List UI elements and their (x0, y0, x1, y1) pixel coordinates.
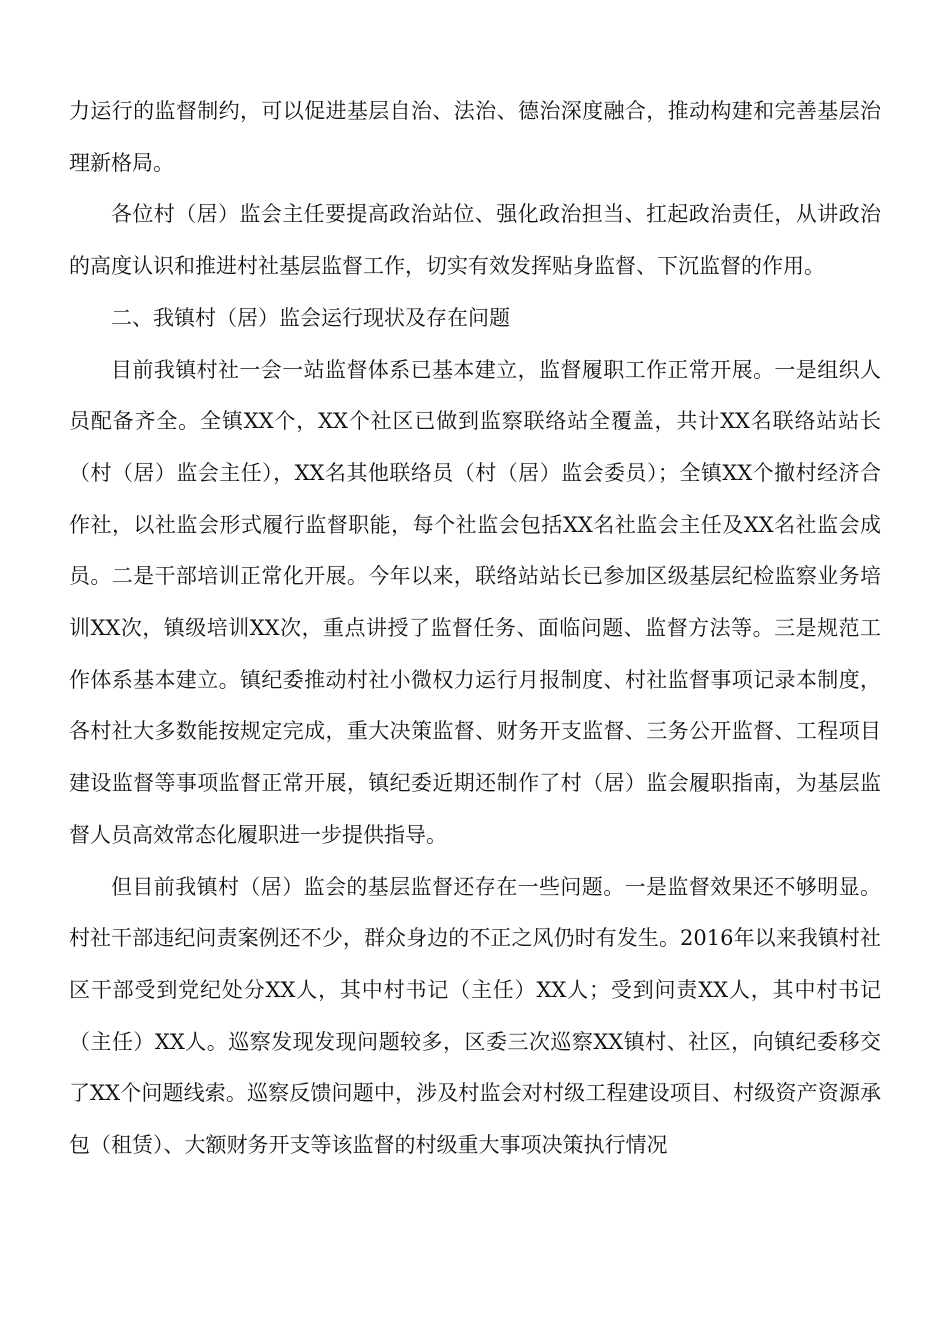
section-heading-2: 二、我镇村（居）监会运行现状及存在问题 (111, 305, 510, 330)
paragraph-continued: 力运行的监督制约，可以促进基层自治、法治、德治深度融合，推动构建和完善基层治理新格局。 (69, 99, 881, 175)
paragraph-political-stance: 各位村（居）监会主任要提高政治站位、强化政治担当、扛起政治责任，从讲政治的高度认识和推进村社基层监督工作，切实有效发挥贴身监督、下沉监督的作用。 (69, 202, 881, 279)
document-body (69, 86, 881, 1172)
paragraph-current-status: 目前我镇村社一会一站监督体系已基本建立，监督履职工作正常开展。一是组织人员配备齐全。全镇XX个，XX个社区已做到监察联络站全覆盖，共计XX名联络站站长（村（居）监会主任），XX名其他联络员（村（居）监会委员）；全镇XX个撤村经济合作社，以社监会形式履行监督职能，每个社监会包括XX名社监会主任及XX名社监会成员。二是干部培训正常化开展。今年以来，联络站站长已参加区级基层纪检监察业务培训XX次，镇级培训XX次，重点讲授了监督任务、面临问题、监督方法等。三是规范工作体系基本建立。镇纪委推动村社小微权力运行月报制度、村社监督事项记录本制度，各村社大多数能按规定完成，重大决策监督、财务开支监督、三务公开监督、工程项目建设监督等事项监督正常开展，镇纪委近期还制作了村（居）监会履职指南，为基层监督人员高效常态化履职进一步提供指导。 (69, 357, 881, 847)
paragraph-existing-problems: 但目前我镇村（居）监会的基层监督还存在一些问题。一是监督效果还不够明显。村社干部违纪问责案例还不少，群众身边的不正之风仍时有发生。2016年以来我镇村社区干部受到党纪处分XX人，其中村书记（主任）XX人；受到问责XX人，其中村书记（主任）XX人。巡察发现发现问题较多，区委三次巡察XX镇村、社区，向镇纪委移交了XX个问题线索。巡察反馈问题中，涉及村监会对村级工程建设项目、村级资产资源承包（租赁）、大额财务开支等该监督的村级重大事项决策执行情况 (69, 874, 881, 1158)
